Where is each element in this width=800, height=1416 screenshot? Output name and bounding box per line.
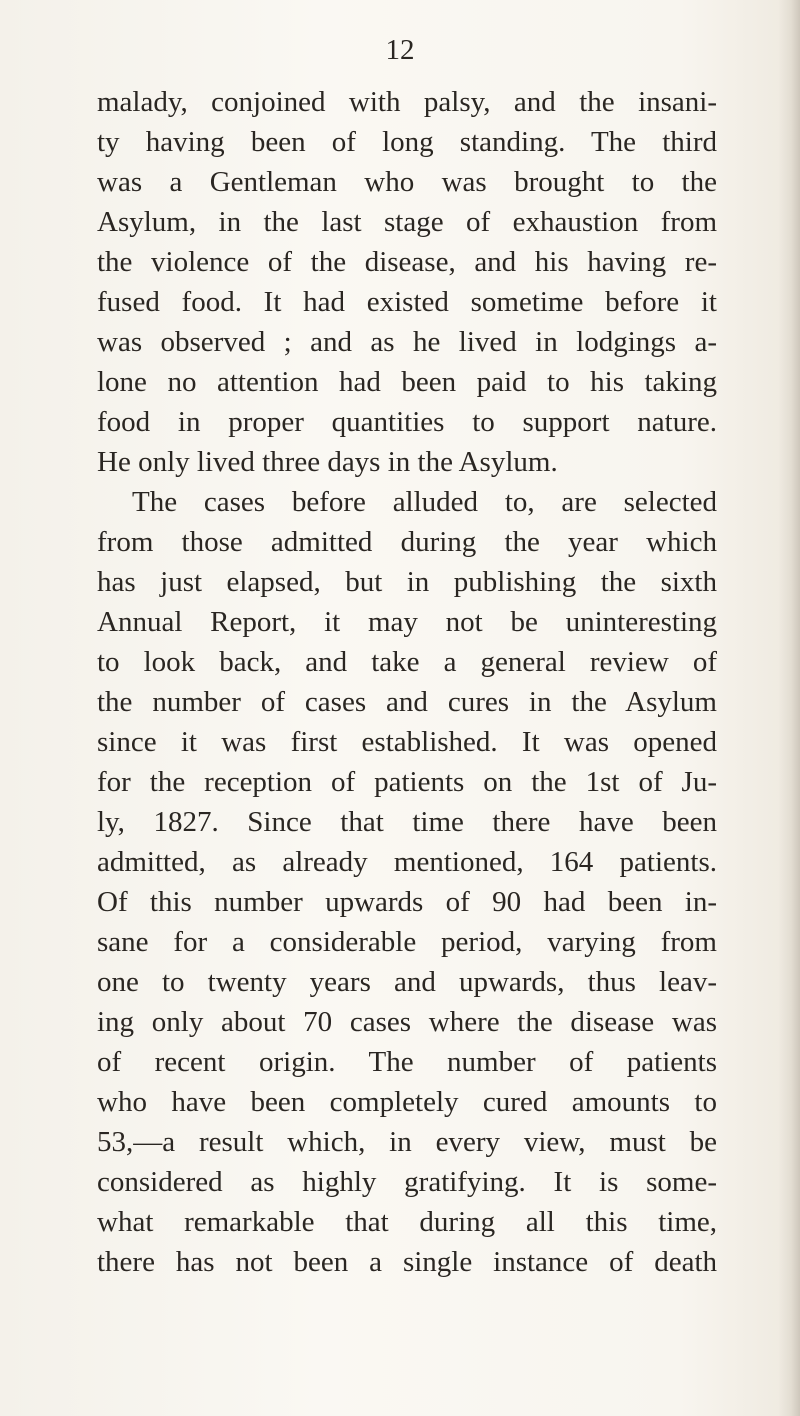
text-line: from those admitted during the year which	[97, 526, 717, 558]
text-line: ing only about 70 cases where the disease was	[97, 1006, 717, 1038]
text-line: has just elapsed, but in publishing the sixth	[97, 566, 717, 598]
page-edge-shadow	[778, 0, 800, 1416]
text-line: of recent origin. The number of patients	[97, 1046, 717, 1078]
text-line: Of this number upwards of 90 had been in-	[97, 886, 717, 918]
page-number: 12	[385, 34, 415, 66]
text-line: what remarkable that during all this time,	[97, 1206, 717, 1238]
body-text	[97, 82, 717, 1282]
text-line: He only lived three days in the Asylum.	[97, 446, 558, 478]
text-line: The cases before alluded to, are selected	[132, 486, 717, 518]
text-line: considered as highly gratifying. It is some-	[97, 1166, 717, 1198]
text-line: for the reception of patients on the 1st of Ju-	[97, 766, 717, 798]
text-line: fused food. It had existed sometime before it	[97, 286, 717, 318]
text-line: ly, 1827. Since that time there have been	[97, 806, 717, 838]
text-line: since it was first established. It was opened	[97, 726, 717, 758]
text-line: there has not been a single instance of death	[97, 1246, 717, 1278]
text-line: lone no attention had been paid to his taking	[97, 366, 717, 398]
text-line: 53,—a result which, in every view, must be	[97, 1126, 717, 1158]
text-line: sane for a considerable period, varying from	[97, 926, 717, 958]
text-line: ty having been of long standing. The third	[97, 126, 717, 158]
text-line: was observed ; and as he lived in lodgings a-	[97, 326, 717, 358]
text-line: malady, conjoined with palsy, and the insani-	[97, 86, 717, 118]
text-line: the number of cases and cures in the Asylum	[97, 686, 717, 718]
text-line: one to twenty years and upwards, thus leav-	[97, 966, 717, 998]
text-line: who have been completely cured amounts to	[97, 1086, 717, 1118]
text-line: Annual Report, it may not be uninteresting	[97, 606, 717, 638]
text-line: to look back, and take a general review of	[97, 646, 717, 678]
text-line: admitted, as already mentioned, 164 patients.	[97, 846, 717, 878]
text-line: Asylum, in the last stage of exhaustion from	[97, 206, 717, 238]
text-line: food in proper quantities to support nature.	[97, 406, 717, 438]
text-line: the violence of the disease, and his having re-	[97, 246, 717, 278]
text-line: was a Gentleman who was brought to the	[97, 166, 717, 198]
